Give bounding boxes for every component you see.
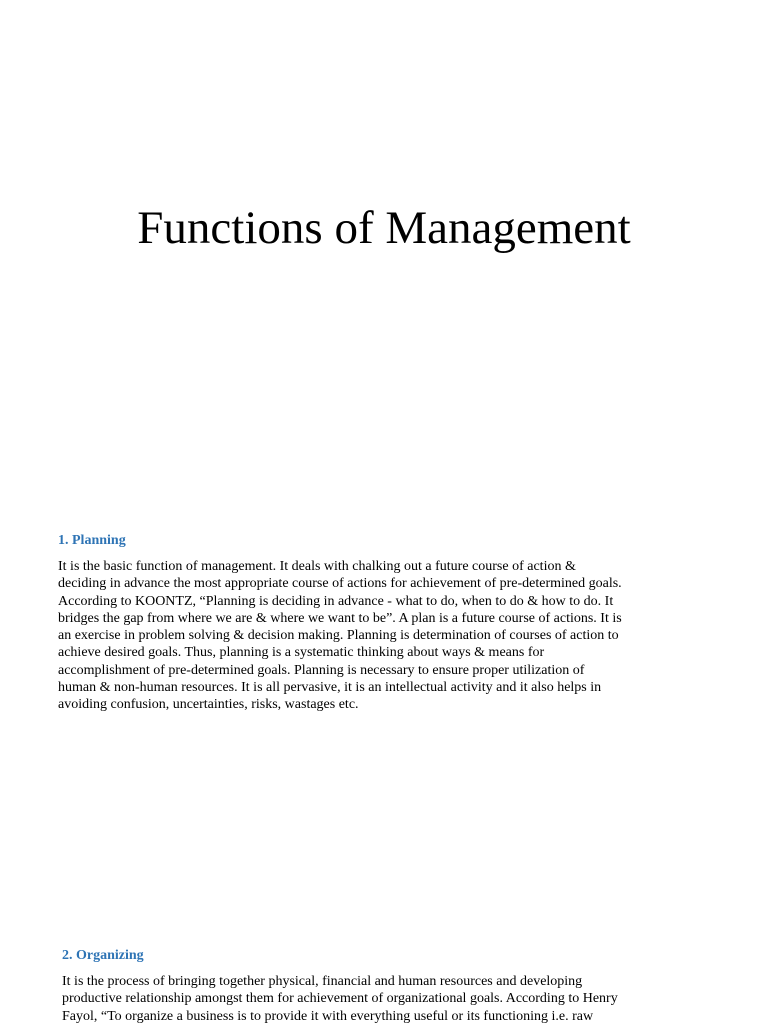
paragraph-line: Fayol, “To organize a business is to provide it with everything useful or its functioning i.e. raw: [62, 1008, 594, 1024]
paragraph-line: According to KOONTZ, “Planning is deciding in advance - what to do, when to do & how to do. It: [58, 593, 614, 609]
paragraph-line: bridges the gap from where we are & where we want to be”. A plan is a future course of actions. It is: [58, 610, 622, 626]
section-body-planning: [58, 558, 748, 714]
section-body-organizing: [62, 973, 752, 1025]
paragraph-line: accomplishment of pre-determined goals. Planning is necessary to ensure proper utilization of: [58, 662, 585, 678]
paragraph-line: It is the process of bringing together physical, financial and human resources and developing: [62, 974, 583, 989]
paragraph-line: deciding in advance the most appropriate course of actions for achievement of pre-determined goals.: [58, 576, 622, 592]
paragraph-line: human & non-human resources. It is all pervasive, it is an intellectual activity and it also helps in: [58, 680, 602, 696]
paragraph-line: an exercise in problem solving & decision making. Planning is determination of courses of action to: [58, 628, 619, 644]
section-heading-organizing: 2. Organizing: [62, 948, 144, 963]
paragraph-line: productive relationship amongst them for achievement of organizational goals. According to Henry: [62, 991, 618, 1007]
paragraph-line: It is the basic function of management. It deals with chalking out a future course of action &: [58, 559, 576, 574]
section-heading-planning: 1. Planning: [58, 533, 126, 548]
paragraph-line: avoiding confusion, uncertainties, risks, wastages etc.: [58, 697, 359, 713]
paragraph-line: achieve desired goals. Thus, planning is a systematic thinking about ways & means for: [58, 645, 545, 661]
page-title: Functions of Management: [137, 202, 631, 254]
